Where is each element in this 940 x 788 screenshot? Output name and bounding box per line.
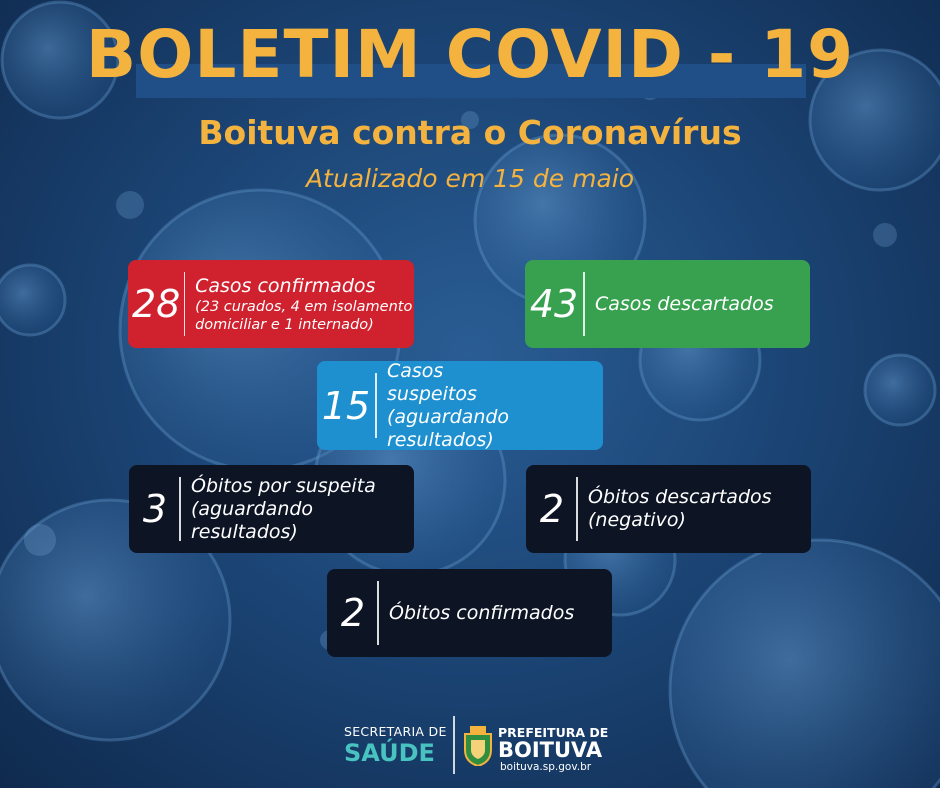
prefeitura-label: PREFEITURA DE — [498, 725, 609, 740]
updated-date: Atualizado em 15 de maio — [305, 164, 635, 193]
boituva-label: BOITUVA — [498, 738, 603, 762]
saude-label: SAÚDE — [344, 739, 435, 767]
secretaria-label: SECRETARIA DE — [344, 724, 447, 739]
footer-logos — [340, 716, 620, 776]
suspected-cases-number: 15 — [321, 383, 371, 428]
divider — [179, 477, 181, 541]
confirmed-cases-number: 28 — [132, 282, 181, 326]
card-discarded-cases — [525, 260, 810, 348]
divider — [377, 581, 379, 645]
divider — [375, 373, 377, 438]
card-discarded-deaths — [526, 465, 811, 553]
suspected-deaths-label: Óbitos por suspeita (aguardando resultados) — [191, 474, 376, 543]
website-url: boituva.sp.gov.br — [500, 761, 592, 773]
discarded-deaths-label: Óbitos descartados (negativo) — [588, 486, 772, 531]
crest-icon — [462, 726, 494, 766]
discarded-cases-number: 43 — [529, 282, 579, 326]
divider — [184, 272, 185, 336]
confirmed-cases-label: Casos confirmados — [195, 274, 376, 297]
confirmed-deaths-label: Óbitos confirmados — [389, 601, 575, 624]
card-confirmed-cases — [128, 260, 414, 348]
footer-divider — [453, 716, 455, 774]
card-suspected-deaths — [129, 465, 414, 553]
card-confirmed-deaths — [327, 569, 612, 657]
page-subtitle: Boituva contra o Coronavírus — [198, 113, 742, 152]
confirmed-deaths-number: 2 — [340, 591, 366, 635]
discarded-cases-label: Casos descartados — [595, 292, 774, 315]
divider — [576, 477, 578, 541]
page-title: BOLETIM COVID - 19 — [85, 16, 855, 93]
card-suspected-cases — [317, 361, 603, 450]
discarded-deaths-number: 2 — [539, 487, 565, 531]
confirmed-cases-detail: (23 curados, 4 em isolamento domiciliar e 1 internado) — [195, 298, 413, 333]
suspected-deaths-number: 3 — [142, 487, 168, 531]
divider — [583, 272, 585, 336]
suspected-cases-label: Casos suspeitos (aguardando resultados) — [387, 359, 510, 451]
